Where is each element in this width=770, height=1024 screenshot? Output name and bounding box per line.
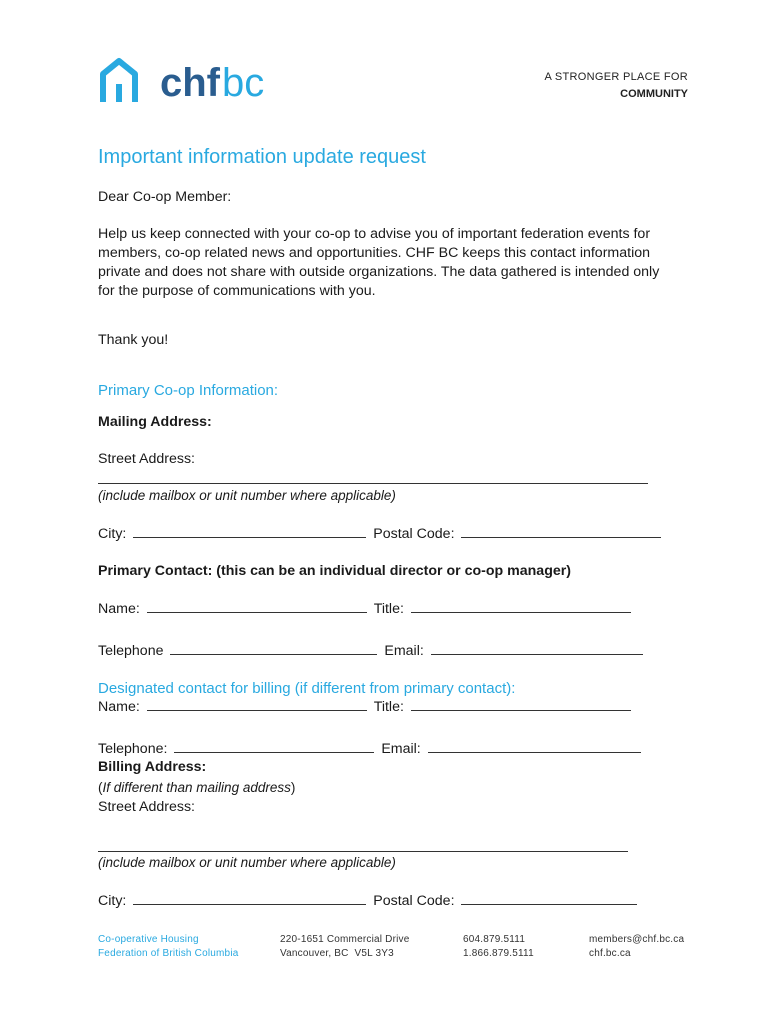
footer-address-line1: 220-1651 Commercial Drive (280, 934, 410, 945)
primary-info-heading: Primary Co-op Information: (98, 382, 279, 399)
email-label: Email: (384, 643, 424, 659)
thank-you: Thank you! (98, 332, 169, 348)
footer-phones (463, 933, 534, 961)
postal-code-field[interactable] (461, 525, 661, 538)
billing-street-hint: (include mailbox or unit number where applicable) (98, 855, 396, 870)
footer-org-line1: Co-operative Housing (98, 934, 199, 945)
logo-wordmark (160, 61, 264, 105)
billing-name-title-row (98, 698, 631, 715)
city-field[interactable] (133, 525, 366, 538)
billing-name-field[interactable] (147, 698, 367, 711)
footer-address (280, 933, 410, 961)
billing-telephone-field[interactable] (174, 740, 374, 753)
chfbc-logo (98, 56, 298, 106)
title-label: Title: (373, 601, 404, 617)
street-address-field[interactable] (98, 483, 648, 484)
greeting: Dear Co-op Member: (98, 189, 232, 205)
telephone-field[interactable] (170, 642, 377, 655)
footer-contact (589, 933, 684, 961)
footer-phone-tollfree: 1.866.879.5111 (463, 948, 534, 959)
billing-address-label: Billing Address: (98, 759, 207, 775)
city-postal-row (98, 525, 661, 542)
page-title: Important information update request (98, 146, 426, 168)
billing-city-label: City: (98, 893, 127, 909)
billing-name-label: Name: (98, 699, 140, 715)
billing-city-postal-row (98, 892, 637, 909)
billing-email-label: Email: (381, 741, 421, 757)
footer-address-line2: Vancouver, BC V5L 3Y3 (280, 948, 394, 959)
footer-org (98, 933, 239, 961)
billing-phone-email-row (98, 740, 641, 757)
city-label: City: (98, 526, 127, 542)
intro-line-1: Help us keep connected with your co-op to advise you of important federation events for (98, 226, 651, 242)
billing-street-label: Street Address: (98, 799, 195, 815)
intro-line-3: private and does not share with outside organizations. The data gathered is intended only (98, 264, 660, 280)
billing-contact-heading: Designated contact for billing (if different from primary contact): (98, 680, 516, 697)
logo-bc-text: bc (222, 61, 265, 105)
billing-telephone-label: Telephone: (98, 741, 168, 757)
street-address-hint: (include mailbox or unit number where applicable) (98, 488, 396, 503)
logo-chf-text: chf (160, 61, 220, 105)
street-address-label: Street Address: (98, 451, 195, 467)
billing-street-field[interactable] (98, 851, 628, 852)
billing-email-field[interactable] (428, 740, 641, 753)
billing-address-hint: (If different than mailing address) (98, 780, 296, 795)
primary-contact-heading: Primary Contact: (this can be an individual director or co-op manager) (98, 563, 572, 579)
billing-postal-code-label: Postal Code: (373, 893, 455, 909)
footer-website-link[interactable]: chf.bc.ca (589, 948, 631, 959)
billing-city-field[interactable] (133, 892, 366, 905)
title-field[interactable] (411, 600, 631, 613)
email-field[interactable] (431, 642, 643, 655)
footer-phone-local: 604.879.5111 (463, 934, 526, 945)
tagline-line2: COMMUNITY (620, 88, 688, 100)
tagline-line1: A STRONGER PLACE FOR (544, 71, 688, 83)
intro-line-4: for the purpose of communications with you. (98, 283, 376, 299)
primary-phone-email-row (98, 642, 643, 659)
billing-title-field[interactable] (411, 698, 631, 711)
primary-name-title-row (98, 600, 631, 617)
postal-code-label: Postal Code: (373, 526, 455, 542)
house-logo-icon (103, 61, 135, 102)
billing-postal-code-field[interactable] (461, 892, 637, 905)
footer-org-line2: Federation of British Columbia (98, 948, 239, 959)
name-field[interactable] (147, 600, 367, 613)
name-label: Name: (98, 601, 140, 617)
footer-email-link[interactable]: members@chf.bc.ca (589, 934, 685, 945)
mailing-address-label: Mailing Address: (98, 414, 212, 430)
intro-line-2: members, co-op related news and opportunities. CHF BC keeps this contact information (98, 245, 650, 261)
telephone-label: Telephone (98, 643, 164, 659)
billing-title-label: Title: (373, 699, 404, 715)
